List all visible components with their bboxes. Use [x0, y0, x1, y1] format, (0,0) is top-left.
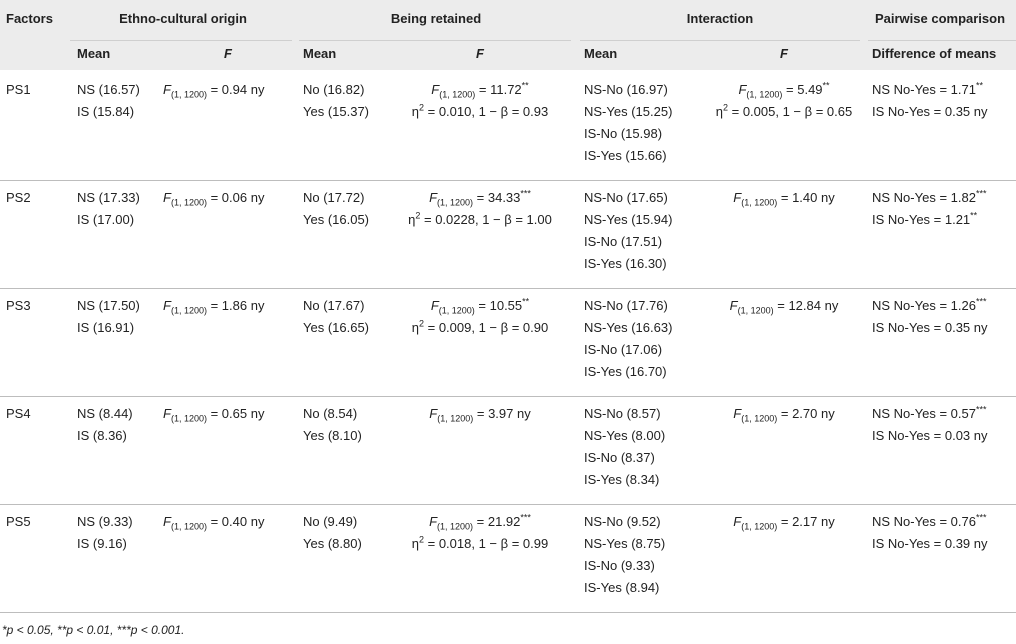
ethno-f: $F_{(1, 1200)} = 0.40$ ny [163, 514, 265, 532]
subheader-f: F [780, 46, 788, 61]
interaction-mean: IS-Yes (16.70) [584, 364, 667, 379]
footnote: *p < 0.05, **p < 0.01, ***p < 0.001. [2, 623, 185, 637]
factor-label: PS4 [6, 406, 31, 421]
pairwise-diff: NS No-Yes = 1.26*** [872, 296, 987, 313]
retained-mean: No (17.72) [303, 190, 365, 205]
subheader-mean: Mean [584, 46, 618, 61]
retained-mean: No (17.67) [303, 298, 365, 313]
factor-label: PS1 [6, 82, 31, 97]
interaction-mean: NS-No (16.97) [584, 82, 668, 97]
ethno-mean: IS (17.00) [77, 212, 135, 227]
interaction-mean: IS-No (15.98) [584, 126, 663, 141]
ethno-f: $F_{(1, 1200)} = 0.65$ ny [163, 406, 265, 424]
retained-f: $F_{(1, 1200)} = 3.97$ ny [429, 406, 531, 424]
header-factors: Factors [6, 11, 53, 26]
interaction-mean: IS-Yes (8.34) [584, 472, 660, 487]
retained-effect: $\eta^2 = 0.009$, 1 − β = 0.90 [411, 318, 549, 335]
pairwise-diff: IS No-Yes = 0.35 ny [872, 320, 988, 335]
retained-f: $F_{(1, 1200)} = 21.92^{***}$ [429, 512, 531, 532]
ethno-f: $F_{(1, 1200)} = 0.06$ ny [163, 190, 265, 208]
rule-ethno [70, 40, 292, 41]
ethno-mean: NS (9.33) [77, 514, 133, 529]
row-divider [0, 288, 1016, 289]
retained-mean: Yes (16.65) [303, 320, 370, 335]
subheader-diff: Difference of means [872, 46, 997, 61]
pairwise-diff: IS No-Yes = 0.35 ny [872, 104, 988, 119]
header-interaction: Interaction [686, 11, 754, 26]
retained-mean: No (9.49) [303, 514, 358, 529]
interaction-mean: IS-Yes (8.94) [584, 580, 660, 595]
pairwise-diff: NS No-Yes = 0.76*** [872, 512, 987, 529]
interaction-f: $F_{(1, 1200)} = 1.40$ ny [733, 190, 835, 208]
retained-mean: No (8.54) [303, 406, 358, 421]
interaction-mean: IS-Yes (16.30) [584, 256, 667, 271]
interaction-mean: IS-No (8.37) [584, 450, 655, 465]
pairwise-diff: IS No-Yes = 0.03 ny [872, 428, 988, 443]
ethno-mean: IS (9.16) [77, 536, 127, 551]
rule-interaction [580, 40, 860, 41]
pairwise-diff: NS No-Yes = 1.71** [872, 80, 983, 97]
retained-effect: $\eta^2 = 0.010$, 1 − β = 0.93 [411, 102, 549, 119]
interaction-mean: NS-Yes (16.63) [584, 320, 673, 335]
subheader-mean: Mean [303, 46, 337, 61]
retained-mean: Yes (16.05) [303, 212, 370, 227]
interaction-mean: NS-No (9.52) [584, 514, 661, 529]
interaction-effect: $\eta^2 = 0.005$, 1 − β = 0.65 [715, 102, 853, 119]
ethno-mean: IS (16.91) [77, 320, 135, 335]
row-divider [0, 396, 1016, 397]
interaction-mean: NS-No (17.76) [584, 298, 668, 313]
ethno-mean: NS (17.33) [77, 190, 140, 205]
interaction-mean: IS-No (9.33) [584, 558, 655, 573]
retained-mean: Yes (8.80) [303, 536, 362, 551]
interaction-mean: IS-Yes (15.66) [584, 148, 667, 163]
ethno-mean: NS (8.44) [77, 406, 133, 421]
retained-effect: $\eta^2 = 0.018$, 1 − β = 0.99 [411, 534, 549, 551]
interaction-mean: NS-No (8.57) [584, 406, 661, 421]
interaction-mean: IS-No (17.51) [584, 234, 663, 249]
subheader-f: F [476, 46, 484, 61]
factor-label: PS2 [6, 190, 31, 205]
header-retained: Being retained [390, 11, 482, 26]
row-divider [0, 504, 1016, 505]
interaction-f: $F_{(1, 1200)} = 5.49^{**}$ [738, 80, 830, 100]
ethno-f: $F_{(1, 1200)} = 0.94$ ny [163, 82, 265, 100]
pairwise-diff: IS No-Yes = 1.21** [872, 210, 978, 227]
interaction-mean: IS-No (17.06) [584, 342, 663, 357]
interaction-mean: NS-No (17.65) [584, 190, 668, 205]
interaction-f: $F_{(1, 1200)} = 12.84$ ny [729, 298, 839, 316]
pairwise-diff: IS No-Yes = 0.39 ny [872, 536, 988, 551]
subheader-f: F [224, 46, 232, 61]
rule-pairwise [868, 40, 1016, 41]
interaction-mean: NS-Yes (15.25) [584, 104, 673, 119]
pairwise-diff: NS No-Yes = 1.82*** [872, 188, 987, 205]
retained-f: $F_{(1, 1200)} = 10.55^{**}$ [430, 296, 530, 316]
row-divider [0, 180, 1016, 181]
interaction-mean: NS-Yes (15.94) [584, 212, 673, 227]
factor-label: PS3 [6, 298, 31, 313]
ethno-mean: NS (17.50) [77, 298, 140, 313]
retained-mean: Yes (8.10) [303, 428, 362, 443]
interaction-f: $F_{(1, 1200)} = 2.70$ ny [733, 406, 835, 424]
interaction-mean: NS-Yes (8.75) [584, 536, 666, 551]
retained-mean: Yes (15.37) [303, 104, 370, 119]
retained-f: $F_{(1, 1200)} = 11.72^{**}$ [431, 80, 529, 100]
row-divider [0, 612, 1016, 613]
rule-retained [299, 40, 571, 41]
ethno-mean: IS (15.84) [77, 104, 135, 119]
ethno-f: $F_{(1, 1200)} = 1.86$ ny [163, 298, 265, 316]
interaction-f: $F_{(1, 1200)} = 2.17$ ny [733, 514, 835, 532]
ethno-mean: IS (8.36) [77, 428, 127, 443]
retained-mean: No (16.82) [303, 82, 365, 97]
header-ethno: Ethno-cultural origin [119, 11, 247, 26]
factor-label: PS5 [6, 514, 31, 529]
retained-effect: $\eta^2 = 0.0228$, 1 − β = 1.00 [408, 210, 552, 227]
subheader-mean: Mean [77, 46, 111, 61]
retained-f: $F_{(1, 1200)} = 34.33^{***}$ [429, 188, 531, 208]
ethno-mean: NS (16.57) [77, 82, 140, 97]
header-pairwise: Pairwise comparison [874, 11, 1006, 26]
interaction-mean: NS-Yes (8.00) [584, 428, 666, 443]
pairwise-diff: NS No-Yes = 0.57*** [872, 404, 987, 421]
